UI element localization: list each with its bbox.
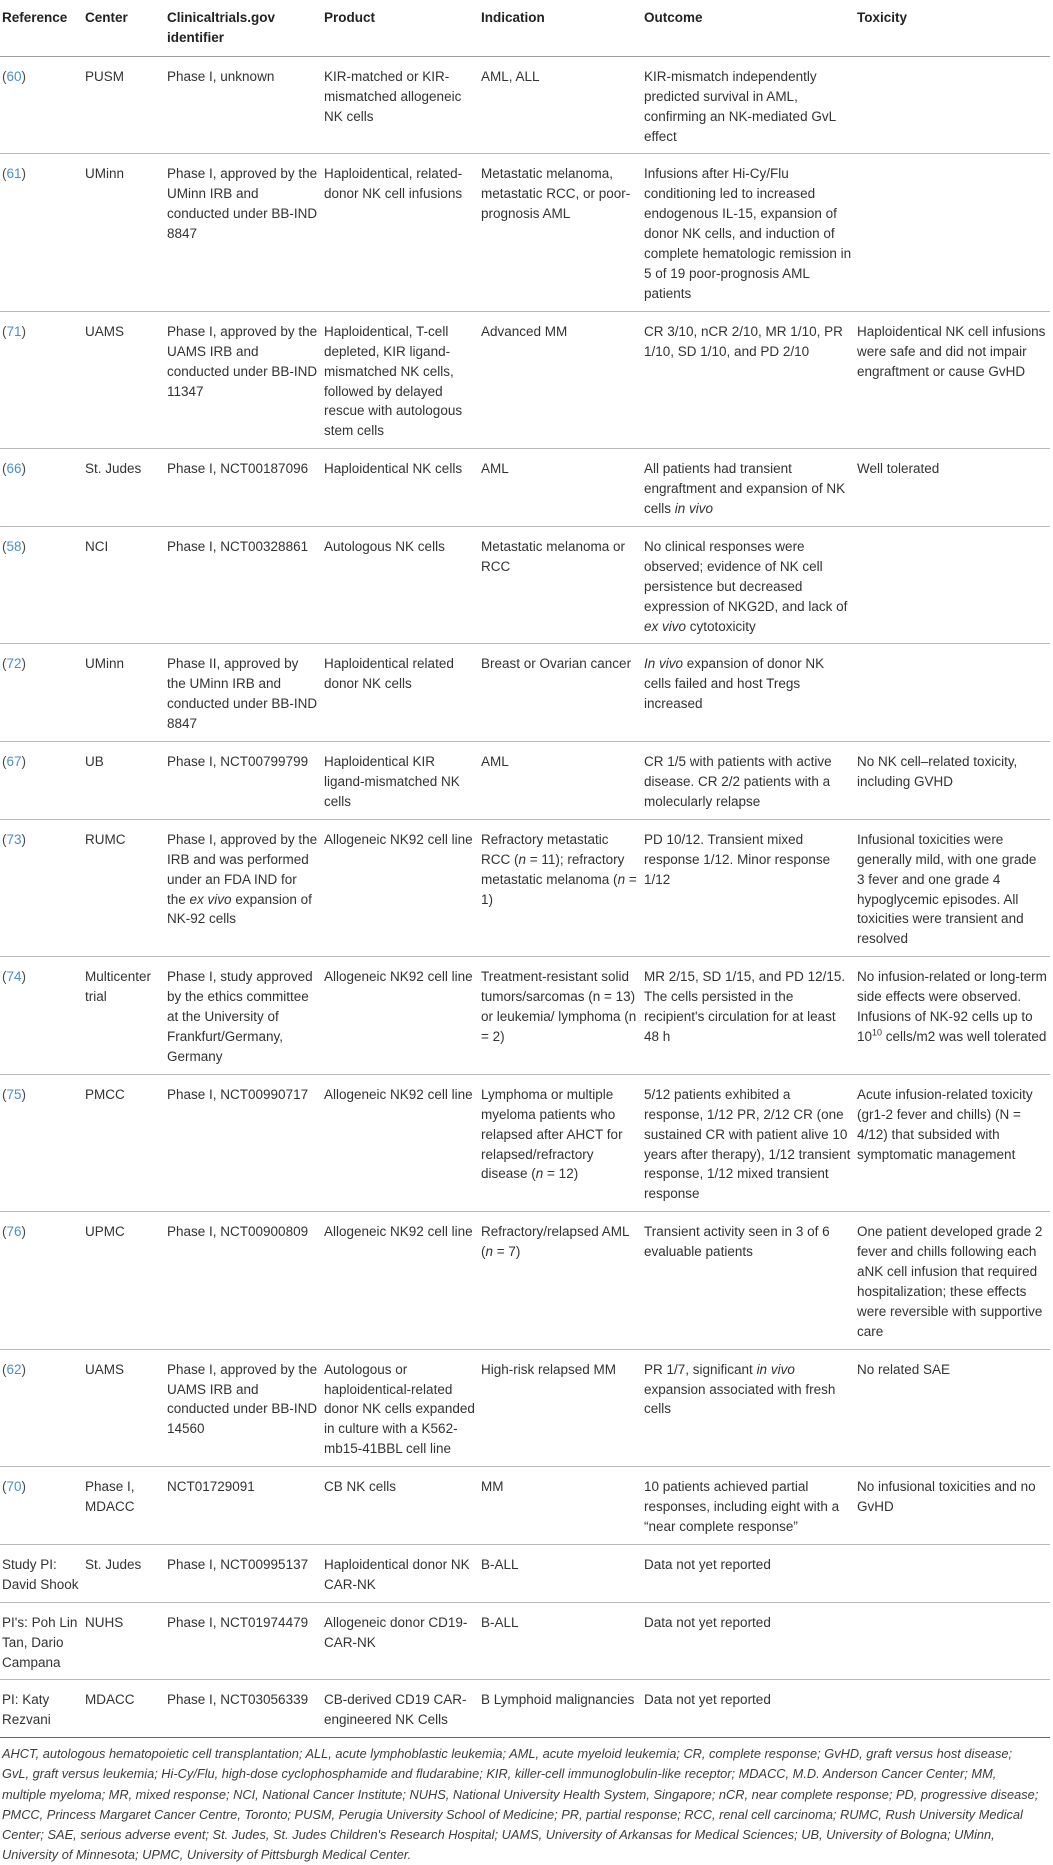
product-cell: Allogeneic NK92 cell line	[324, 831, 473, 847]
indication-italic: n	[485, 1244, 494, 1260]
indication-cell	[479, 1212, 642, 1349]
outcome-cell: Transient activity seen in 3 of 6 evaluable patients	[644, 1224, 830, 1260]
center-cell: UB	[85, 754, 104, 770]
outcome-cell: 5/12 patients exhibited a response, 1/12 PR, 2/12 CR (one sustained CR with patient alive 10 years after therapy), 1/12 transient response, 1/12 mixed transient response	[644, 1086, 851, 1202]
reference-cell: (71)	[2, 323, 27, 339]
outcome-cell	[642, 526, 855, 644]
toxicity-superscript: 10	[872, 1027, 883, 1038]
reference-link[interactable]: 67	[6, 754, 22, 770]
center-cell: UAMS	[85, 323, 125, 339]
center-cell: PUSM	[85, 68, 125, 84]
header-toxicity: Toxicity	[855, 0, 1050, 56]
table-row	[0, 449, 1050, 527]
outcome-text: PR 1/7, significant	[644, 1361, 757, 1377]
toxicity-cell: Haploidentical NK cell infusions were safe and did not impair engraftment or cause GvHD	[857, 323, 1046, 379]
identifier-cell: Phase I, NCT01974479	[167, 1614, 309, 1630]
outcome-cell: Infusions after Hi-Cy/Flu conditioning led to increased endogenous IL-15, expansion of donor NK cells, and induction of complete hematologic remission in 5 of 19 poor-prognosis AML patients	[644, 166, 852, 301]
table-row	[0, 56, 1050, 154]
header-reference: Reference	[0, 0, 83, 56]
reference-link[interactable]: 74	[6, 969, 22, 985]
identifier-cell: Phase I, approved by the UAMS IRB and conducted under BB-IND 14560	[167, 1361, 318, 1437]
outcome-cell: Data not yet reported	[644, 1692, 771, 1708]
identifier-cell: Phase I, unknown	[167, 68, 275, 84]
outcome-italic: in vivo	[674, 501, 714, 517]
product-cell: Haploidentical donor NK CAR-NK	[324, 1556, 470, 1592]
outcome-italic: ex vivo	[644, 618, 687, 634]
indication-text: = 1)	[481, 871, 637, 907]
outcome-italic: in vivo	[756, 1361, 795, 1377]
reference-cell: (72)	[2, 656, 27, 672]
identifier-cell: Phase II, approved by the UMinn IRB and conducted under BB-IND 8847	[167, 656, 318, 732]
identifier-cell: Phase I, NCT00995137	[167, 1556, 309, 1572]
table-row	[0, 1544, 1050, 1602]
toxicity-cell: Well tolerated	[857, 461, 940, 477]
reference-link[interactable]: 72	[6, 656, 22, 672]
reference-link[interactable]: 60	[6, 68, 22, 84]
reference-link[interactable]: 62	[6, 1361, 22, 1377]
indication-cell: High-risk relapsed MM	[481, 1361, 617, 1377]
indication-italic: n	[535, 1166, 544, 1182]
center-cell: Phase I, MDACC	[85, 1479, 135, 1515]
header-product: Product	[322, 0, 479, 56]
center-cell: St. Judes	[85, 461, 142, 477]
reference-cell: (76)	[2, 1224, 27, 1240]
table-row	[0, 311, 1050, 448]
header-row	[0, 0, 1050, 56]
toxicity-text: cells/m2 was well tolerated	[882, 1028, 1047, 1044]
outcome-text: cytotoxicity	[686, 618, 756, 634]
toxicity-cell	[855, 154, 1050, 311]
product-cell: Allogeneic NK92 cell line	[324, 969, 473, 985]
indication-italic: n	[518, 851, 527, 867]
toxicity-cell: Acute infusion-related toxicity (gr1-2 fever and chills) (N = 4/12) that subsided with symptomatic management	[857, 1086, 1033, 1162]
outcome-cell: MR 2/15, SD 1/15, and PD 12/15. The cells persisted in the recipient's circulation for at least 48 h	[644, 969, 846, 1044]
indication-cell: AML	[481, 461, 509, 477]
table-footnote: AHCT, autologous hematopoietic cell transplantation; ALL, acute lymphoblastic leukemia; AML, acute myeloid leukemia; CR, complete response; GvHD, graft versus host disease; GvL, graft versus leukemia; Hi-Cy/Flu, high-dose cyclophosphamide and fludarabine; KIR, killer-cell immunoglobulin-like receptor; MDACC, M.D. Anderson Cancer Center; MM, multiple myeloma; MR, mixed response; NCI, National Cancer Institute; NUHS, National University Health System, Singapore; nCR, near complete response; PD, progressive disease; PMCC, Princess Margaret Cancer Centre, Toronto; PUSM, Perugia University School of Medicine; PR, partial response; RCC, renal cell carcinoma; RUMC, Rush University Medical Center; SAE, serious adverse event; St. Judes, St. Judes Children's Research Hospital; UAMS, University of Arkansas for Medical Sciences; UB, University of Bologna; UMinn, University of Minnesota; UPMC, University of Pittsburgh Medical Center.	[2, 1746, 1039, 1863]
identifier-cell	[165, 819, 322, 956]
reference-cell: (74)	[2, 969, 27, 985]
header-center: Center	[83, 0, 165, 56]
reference-link[interactable]: 66	[6, 461, 22, 477]
toxicity-cell	[855, 644, 1050, 742]
indication-text: Refractory/relapsed AML (	[481, 1224, 630, 1260]
indication-text: Refractory metastatic RCC (	[481, 831, 609, 867]
toxicity-cell	[855, 1602, 1050, 1680]
table-row	[0, 1074, 1050, 1211]
indication-text: = 7)	[493, 1244, 521, 1260]
toxicity-cell: One patient developed grade 2 fever and chills following each aNK cell infusion that required hospitalization; these effects were reversible with supportive care	[857, 1224, 1043, 1339]
product-cell: Haploidentical, T-cell depleted, KIR ligand-mismatched NK cells, followed by delayed rescue with autologous stem cells	[324, 323, 463, 439]
toxicity-cell: No NK cell–related toxicity, including GVHD	[857, 754, 1018, 789]
table-row	[0, 1349, 1050, 1467]
outcome-italic: In vivo	[644, 656, 684, 672]
reference-link[interactable]: 71	[6, 323, 22, 339]
product-cell: Haploidentical KIR ligand-mismatched NK cells	[324, 754, 460, 809]
identifier-cell: NCT01729091	[167, 1479, 255, 1495]
reference-cell: (75)	[2, 1086, 27, 1102]
indication-italic: n	[617, 871, 626, 887]
identifier-cell: Phase I, NCT03056339	[167, 1692, 309, 1708]
indication-cell: AML, ALL	[481, 68, 540, 84]
reference-link[interactable]: 61	[6, 166, 22, 182]
center-cell: UMinn	[85, 166, 125, 182]
outcome-cell	[642, 644, 855, 742]
toxicity-cell	[855, 526, 1050, 644]
header-outcome: Outcome	[642, 0, 855, 56]
outcome-cell: Data not yet reported	[644, 1556, 771, 1572]
identifier-cell: Phase I, NCT00187096	[167, 461, 309, 477]
outcome-cell: KIR-mismatch independently predicted survival in AML, confirming an NK-mediated GvL effect	[644, 68, 836, 144]
outcome-text: expansion of donor NK cells failed and host Tregs increased	[644, 656, 825, 712]
toxicity-cell: No related SAE	[857, 1361, 951, 1377]
toxicity-cell	[855, 1680, 1050, 1738]
product-cell: Allogeneic NK92 cell line	[324, 1224, 473, 1240]
indication-text: = 12)	[543, 1166, 579, 1182]
table-row	[0, 1602, 1050, 1680]
outcome-cell	[642, 449, 855, 527]
indication-cell	[479, 819, 642, 956]
indication-cell: AML	[481, 754, 509, 770]
center-cell: Multicenter trial	[85, 969, 152, 1005]
table-row	[0, 1467, 1050, 1545]
center-cell: St. Judes	[85, 1556, 142, 1572]
table-row	[0, 154, 1050, 311]
product-cell: Haploidentical related donor NK cells	[324, 656, 454, 692]
identifier-italic: ex vivo	[189, 891, 232, 907]
reference-cell: (67)	[2, 754, 27, 770]
reference-cell: (73)	[2, 831, 27, 847]
reference-link[interactable]: 58	[6, 538, 22, 554]
table-row	[0, 742, 1050, 820]
outcome-cell: Data not yet reported	[644, 1614, 771, 1630]
product-cell: CB NK cells	[324, 1479, 397, 1495]
reference-cell: PI's: Poh Lin Tan, Dario Campana	[2, 1614, 78, 1670]
center-cell: UMinn	[85, 656, 125, 672]
indication-text: Lymphoma or multiple myeloma patients who relapsed after AHCT for relapsed/refractory disease (	[481, 1086, 623, 1182]
indication-cell: B Lymphoid malignancies	[481, 1692, 635, 1708]
reference-cell: Study PI: David Shook	[2, 1556, 79, 1592]
outcome-text: expansion associated with fresh cells	[644, 1381, 836, 1417]
indication-cell: Breast or Ovarian cancer	[481, 656, 632, 672]
reference-link[interactable]: 73	[6, 831, 22, 847]
center-cell: PMCC	[85, 1086, 125, 1102]
table-row	[0, 1680, 1050, 1738]
outcome-text: No clinical responses were observed; evidence of NK cell persistence but decreased expression of NKG2D, and lack of	[644, 538, 848, 614]
indication-cell: Advanced MM	[481, 323, 568, 339]
center-cell: UPMC	[85, 1224, 125, 1240]
toxicity-text: No infusion-related or long-term side effects were observed. Infusions of NK-92 cells up to 10	[857, 969, 1047, 1044]
table-row	[0, 526, 1050, 644]
outcome-cell: CR 1/5 with patients with active disease. CR 2/2 patients with a molecularly relapse	[644, 754, 832, 809]
indication-cell: MM	[481, 1479, 504, 1495]
reference-cell: (62)	[2, 1361, 27, 1377]
indication-cell: B-ALL	[481, 1556, 519, 1572]
product-cell: Allogeneic donor CD19-CAR-NK	[324, 1614, 468, 1650]
center-cell: NUHS	[85, 1614, 124, 1630]
center-cell: RUMC	[85, 831, 126, 847]
header-indication: Indication	[479, 0, 642, 56]
indication-cell: Metastatic melanoma or RCC	[481, 538, 626, 574]
identifier-cell: Phase I, study approved by the ethics committee at the University of Frankfurt/Germany, Germany	[167, 969, 313, 1064]
outcome-cell	[642, 1349, 855, 1467]
identifier-cell: Phase I, approved by the UAMS IRB and conducted under BB-IND 11347	[167, 323, 318, 399]
outcome-text: All patients had transient engraftment and expansion of NK cells	[644, 461, 846, 517]
identifier-text: expansion of NK-92 cells	[167, 891, 312, 927]
reference-link[interactable]: 70	[6, 1479, 22, 1495]
identifier-cell: Phase I, NCT00990717	[167, 1086, 309, 1102]
center-cell: NCI	[85, 538, 109, 554]
identifier-cell: Phase I, NCT00900809	[167, 1224, 309, 1240]
indication-cell	[479, 1074, 642, 1211]
center-cell: UAMS	[85, 1361, 125, 1377]
header-identifier: Clinicaltrials.gov identifier	[165, 0, 322, 56]
indication-cell: Treatment-resistant solid tumors/sarcomas (n = 13) or leukemia/ lymphoma (n = 2)	[481, 969, 637, 1044]
outcome-cell: PD 10/12. Transient mixed response 1/12. Minor response 1/12	[644, 831, 831, 887]
table-row	[0, 819, 1050, 956]
indication-cell: Metastatic melanoma, metastatic RCC, or poor-prognosis AML	[481, 166, 631, 222]
identifier-cell: Phase I, approved by the UMinn IRB and conducted under BB-IND 8847	[167, 166, 318, 242]
product-cell: CB-derived CD19 CAR-engineered NK Cells	[324, 1692, 467, 1728]
reference-cell: (66)	[2, 461, 27, 477]
product-cell: Autologous NK cells	[324, 538, 445, 554]
product-cell: Haploidentical, related-donor NK cell infusions	[324, 166, 463, 202]
outcome-cell: CR 3/10, nCR 2/10, MR 1/10, PR 1/10, SD 1/10, and PD 2/10	[644, 323, 843, 359]
toxicity-cell	[855, 1544, 1050, 1602]
reference-link[interactable]: 75	[6, 1086, 22, 1102]
center-cell: MDACC	[85, 1692, 135, 1708]
toxicity-cell: No infusional toxicities and no GvHD	[857, 1479, 1036, 1515]
identifier-cell: Phase I, NCT00328861	[167, 538, 309, 554]
product-cell: Haploidentical NK cells	[324, 461, 463, 477]
table-row	[0, 1212, 1050, 1349]
reference-cell: (60)	[2, 68, 27, 84]
product-cell: Autologous or haploidentical-related donor NK cells expanded in culture with a K562-mb15-41BBL cell line	[324, 1361, 475, 1457]
product-cell: KIR-matched or KIR-mismatched allogeneic NK cells	[324, 68, 462, 124]
outcome-cell: 10 patients achieved partial responses, including eight with a “near complete response”	[644, 1479, 840, 1534]
toxicity-cell	[855, 56, 1050, 154]
reference-cell: PI: Katy Rezvani	[2, 1692, 51, 1728]
toxicity-cell	[855, 957, 1050, 1075]
identifier-text: Phase I, approved by the IRB and was performed under an FDA IND for the	[167, 831, 318, 907]
table-row	[0, 644, 1050, 742]
reference-cell: (70)	[2, 1479, 27, 1495]
reference-cell: (58)	[2, 538, 27, 554]
indication-cell: B-ALL	[481, 1614, 519, 1630]
product-cell: Allogeneic NK92 cell line	[324, 1086, 473, 1102]
toxicity-cell: Infusional toxicities were generally mild, with one grade 3 fever and one grade 4 hypoglycemic episodes. All toxicities were transient and resolved	[857, 831, 1037, 947]
reference-link[interactable]: 76	[6, 1224, 22, 1240]
identifier-cell: Phase I, NCT00799799	[167, 754, 309, 770]
reference-cell: (61)	[2, 166, 27, 182]
table-row	[0, 957, 1050, 1075]
indication-text: = 11); refractory metastatic melanoma (	[481, 851, 625, 887]
